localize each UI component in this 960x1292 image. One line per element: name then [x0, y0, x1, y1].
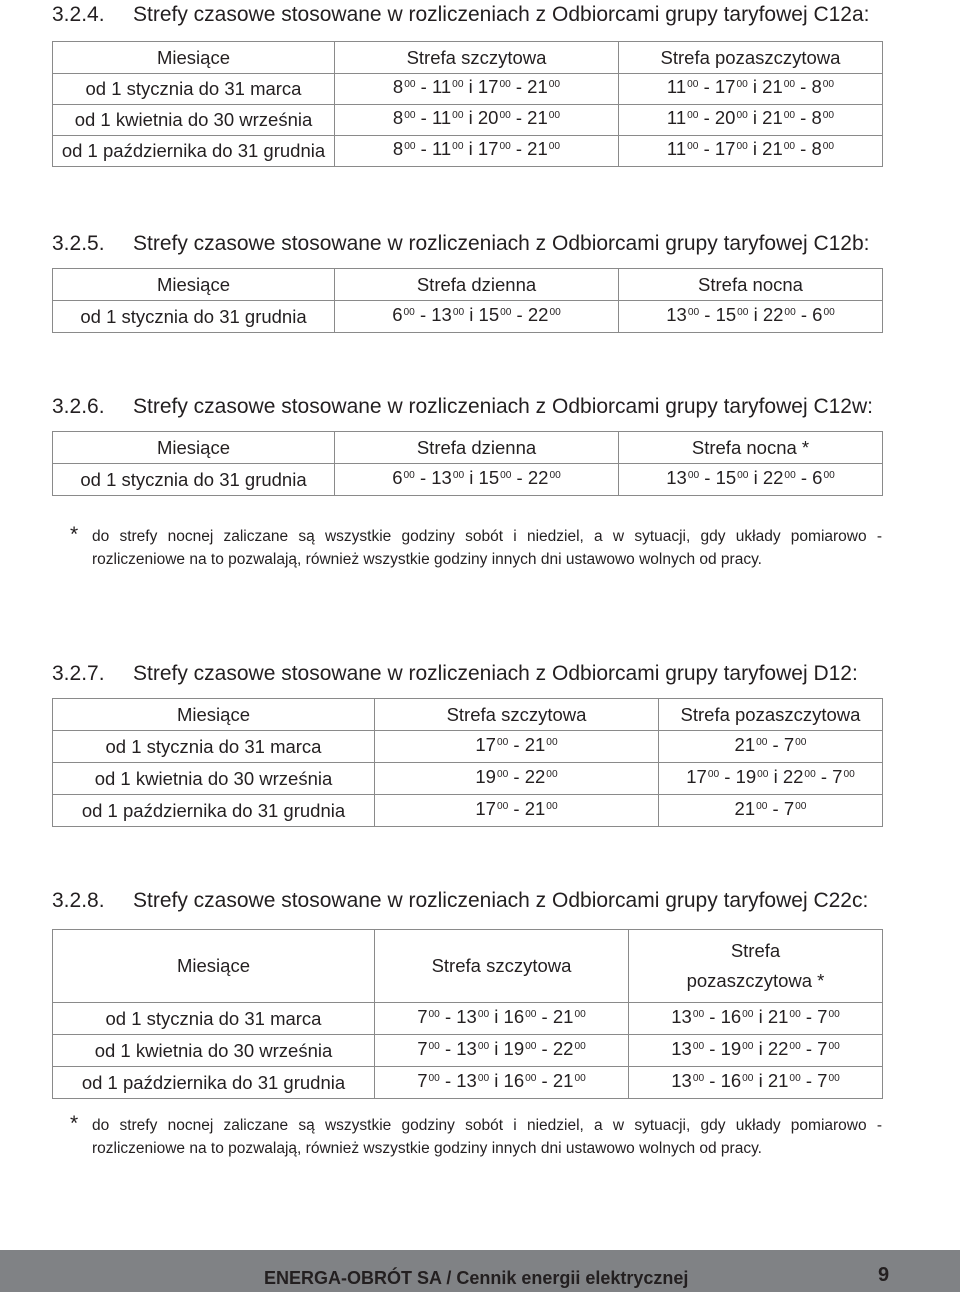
column-header: Strefa szczytowa — [375, 930, 629, 1003]
page-footer — [0, 1250, 960, 1292]
table-row — [53, 301, 883, 333]
zone-hours-cell: $11^{00} - 20^{00}$ i $21^{00} - 8^{00}$ — [619, 105, 883, 136]
months-cell: od 1 października do 31 grudnia — [53, 1067, 375, 1099]
section-heading — [52, 392, 882, 421]
table-row — [53, 795, 883, 827]
column-header: Strefa szczytowa — [375, 699, 659, 731]
section-number: 3.2.8. — [52, 889, 105, 912]
column-header: Miesiące — [53, 930, 375, 1003]
tariff-table — [52, 268, 883, 333]
zone-hours-cell: $7^{00} - 13^{00}$ i $16^{00} - 21^{00}$ — [375, 1067, 629, 1099]
tariff-table — [52, 698, 883, 827]
tariff-table — [52, 41, 883, 167]
months-cell: od 1 stycznia do 31 grudnia — [53, 301, 335, 333]
zone-hours-cell: $13^{00} - 16^{00}$ i $21^{00} - 7^{00}$ — [629, 1003, 883, 1035]
section-heading — [52, 659, 882, 688]
page-number: 9 — [878, 1264, 890, 1286]
section-c12w — [52, 392, 882, 571]
tariff-table — [52, 929, 883, 1099]
column-header: Strefa pozaszczytowa — [619, 42, 883, 74]
zone-hours-cell: $11^{00} - 17^{00}$ i $21^{00} - 8^{00}$ — [619, 74, 883, 105]
months-cell: od 1 stycznia do 31 marca — [53, 74, 335, 105]
footnote-asterisk: * — [70, 1112, 79, 1135]
zone-hours-cell: $7^{00} - 13^{00}$ i $16^{00} - 21^{00}$ — [375, 1003, 629, 1035]
column-header: Strefa pozaszczytowa * — [629, 930, 883, 1003]
zone-hours-cell: $21^{00} - 7^{00}$ — [659, 795, 883, 827]
table-header-row — [53, 930, 883, 1003]
months-cell: od 1 stycznia do 31 grudnia — [53, 464, 335, 496]
months-cell: od 1 stycznia do 31 marca — [53, 1003, 375, 1035]
zone-hours-cell: $6^{00} - 13^{00}$ i $15^{00} - 22^{00}$ — [335, 464, 619, 496]
table-header-row — [53, 699, 883, 731]
table-row — [53, 105, 883, 136]
footer-publisher: ENERGA-OBRÓT SA / Cennik energii elektrycznej — [264, 1268, 689, 1288]
section-title: Strefy czasowe stosowane w rozliczeniach z Odbiorcami grupy taryfowej C12b: — [133, 232, 870, 255]
zone-hours-cell: $17^{00} - 19^{00}$ i $22^{00} - 7^{00}$ — [659, 763, 883, 795]
tariff-table — [52, 431, 883, 496]
section-title: Strefy czasowe stosowane w rozliczeniach z Odbiorcami grupy taryfowej C12w: — [133, 395, 873, 418]
table-row — [53, 763, 883, 795]
months-cell: od 1 kwietnia do 30 września — [53, 1035, 375, 1067]
table-header-row — [53, 42, 883, 74]
footnote — [52, 1112, 882, 1160]
column-header: Miesiące — [53, 432, 335, 464]
section-heading — [52, 229, 882, 258]
zone-hours-cell: $13^{00} - 16^{00}$ i $21^{00} - 7^{00}$ — [629, 1067, 883, 1099]
column-header: Miesiące — [53, 699, 375, 731]
zone-hours-cell: $8^{00} - 11^{00}$ i $20^{00} - 21^{00}$ — [335, 105, 619, 136]
section-number: 3.2.5. — [52, 232, 105, 255]
table-row — [53, 464, 883, 496]
section-heading — [52, 886, 882, 915]
footnote-asterisk: * — [70, 523, 79, 546]
months-cell: od 1 stycznia do 31 marca — [53, 731, 375, 763]
section-number: 3.2.7. — [52, 662, 105, 685]
section-title: Strefy czasowe stosowane w rozliczeniach z Odbiorcami grupy taryfowej C22c: — [133, 889, 869, 912]
section-c22c — [52, 886, 882, 1160]
table-row — [53, 136, 883, 167]
months-cell: od 1 kwietnia do 30 września — [53, 105, 335, 136]
column-header: Strefa dzienna — [335, 432, 619, 464]
table-row — [53, 1003, 883, 1035]
section-c12b — [52, 229, 882, 333]
column-header: Strefa nocna — [619, 269, 883, 301]
zone-hours-cell: $17^{00} - 21^{00}$ — [375, 731, 659, 763]
table-row — [53, 1067, 883, 1099]
column-header: Miesiące — [53, 269, 335, 301]
zone-hours-cell: $13^{00} - 15^{00}$ i $22^{00} - 6^{00}$ — [619, 464, 883, 496]
section-title: Strefy czasowe stosowane w rozliczeniach z Odbiorcami grupy taryfowej D12: — [133, 662, 858, 685]
section-title: Strefy czasowe stosowane w rozliczeniach z Odbiorcami grupy taryfowej C12a: — [133, 3, 870, 26]
section-number: 3.2.4. — [52, 3, 105, 26]
months-cell: od 1 października do 31 grudnia — [53, 795, 375, 827]
table-row — [53, 74, 883, 105]
months-cell: od 1 kwietnia do 30 września — [53, 763, 375, 795]
footnote-text: do strefy nocnej zaliczane są wszystkie godziny sobót i niedziel, a w sytuacji, gdy układy pomiarowo - rozliczeniowe na to pozwalają, również wszystkie godziny innych dni ustawowo wolnych od pracy. — [92, 1117, 882, 1157]
zone-hours-cell: $19^{00} - 22^{00}$ — [375, 763, 659, 795]
table-header-row — [53, 432, 883, 464]
months-cell: od 1 października do 31 grudnia — [53, 136, 335, 167]
zone-hours-cell: $8^{00} - 11^{00}$ i $17^{00} - 21^{00}$ — [335, 74, 619, 105]
footnote-text: do strefy nocnej zaliczane są wszystkie godziny sobót i niedziel, a w sytuacji, gdy układy pomiarowo - rozliczeniowe na to pozwalają, również wszystkie godziny innych dni ustawowo wolnych od pracy. — [92, 528, 882, 568]
footnote — [52, 523, 882, 571]
column-header: Strefa pozaszczytowa — [659, 699, 883, 731]
zone-hours-cell: $17^{00} - 21^{00}$ — [375, 795, 659, 827]
table-row — [53, 1035, 883, 1067]
column-header: Strefa dzienna — [335, 269, 619, 301]
section-heading — [52, 0, 882, 29]
zone-hours-cell: $8^{00} - 11^{00}$ i $17^{00} - 21^{00}$ — [335, 136, 619, 167]
section-c12a — [52, 0, 882, 167]
table-header-row — [53, 269, 883, 301]
section-d12 — [52, 659, 882, 827]
section-number: 3.2.6. — [52, 395, 105, 418]
zone-hours-cell: $7^{00} - 13^{00}$ i $19^{00} - 22^{00}$ — [375, 1035, 629, 1067]
table-row — [53, 731, 883, 763]
zone-hours-cell: $13^{00} - 15^{00}$ i $22^{00} - 6^{00}$ — [619, 301, 883, 333]
column-header: Miesiące — [53, 42, 335, 74]
zone-hours-cell: $6^{00} - 13^{00}$ i $15^{00} - 22^{00}$ — [335, 301, 619, 333]
column-header: Strefa szczytowa — [335, 42, 619, 74]
zone-hours-cell: $11^{00} - 17^{00}$ i $21^{00} - 8^{00}$ — [619, 136, 883, 167]
zone-hours-cell: $13^{00} - 19^{00}$ i $22^{00} - 7^{00}$ — [629, 1035, 883, 1067]
zone-hours-cell: $21^{00} - 7^{00}$ — [659, 731, 883, 763]
column-header: Strefa nocna * — [619, 432, 883, 464]
